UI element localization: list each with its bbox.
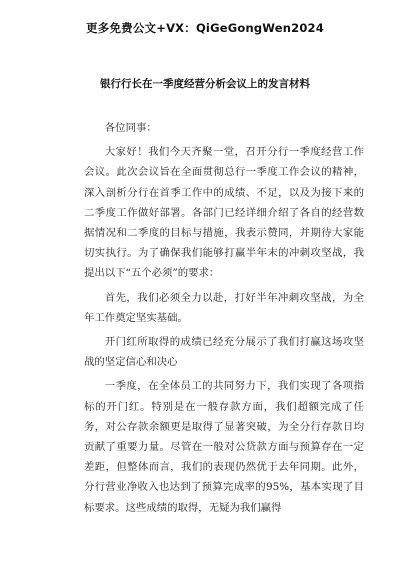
paragraph-q1-results: 一季度，在全体员工的共同努力下，我们实现了各项指标的开门红。特别是在一般存款方面，我们超额完成了任务，对公存款余额更是取得了显著突破，为全分行存款日均贡献了重要力量。尽管在一般对公贷款方面与预算存在一定差距，但整体而言，我们的表现仍然优于去年同期。此外，分行营业净收入也达到了预算完成率的95%，基本实现了目标要求。这些成绩的取得，无疑为我们赢得 xyxy=(84,380,364,514)
document-body xyxy=(84,118,364,518)
document-title: 银行行长在一季度经营分析会议上的发言材料 xyxy=(100,78,310,90)
paragraph-subheading: 开门红所取得的成绩已经充分展示了我们打赢这场攻坚战的坚定信心和决心 xyxy=(84,336,364,369)
paragraph-first-requirement: 首先，我们必须全力以赴，打好半年冲刺攻坚战，为全年工作奠定坚实基础。 xyxy=(84,291,364,324)
salutation: 各位同事： xyxy=(104,122,157,134)
paragraph-opening: 大家好！我们今天齐聚一堂，召开分行一季度经营工作会议。此次会议旨在全面贯彻总行一季度工作会议的精神，深入剖析分行在首季工作中的成绩、不足，以及为接下来的二季度工作做好部署。各部门已经详细介绍了各自的经营数据情况和二季度的目标与措施，我表示赞同，并期待大家能切实执行。为了确保我们能够打赢半年末的冲刺攻坚战，我提出以下“五个必须”的要求： xyxy=(84,146,364,280)
watermark-header: 更多免费公文+VX：QiGeGongWen2024 xyxy=(86,21,324,35)
